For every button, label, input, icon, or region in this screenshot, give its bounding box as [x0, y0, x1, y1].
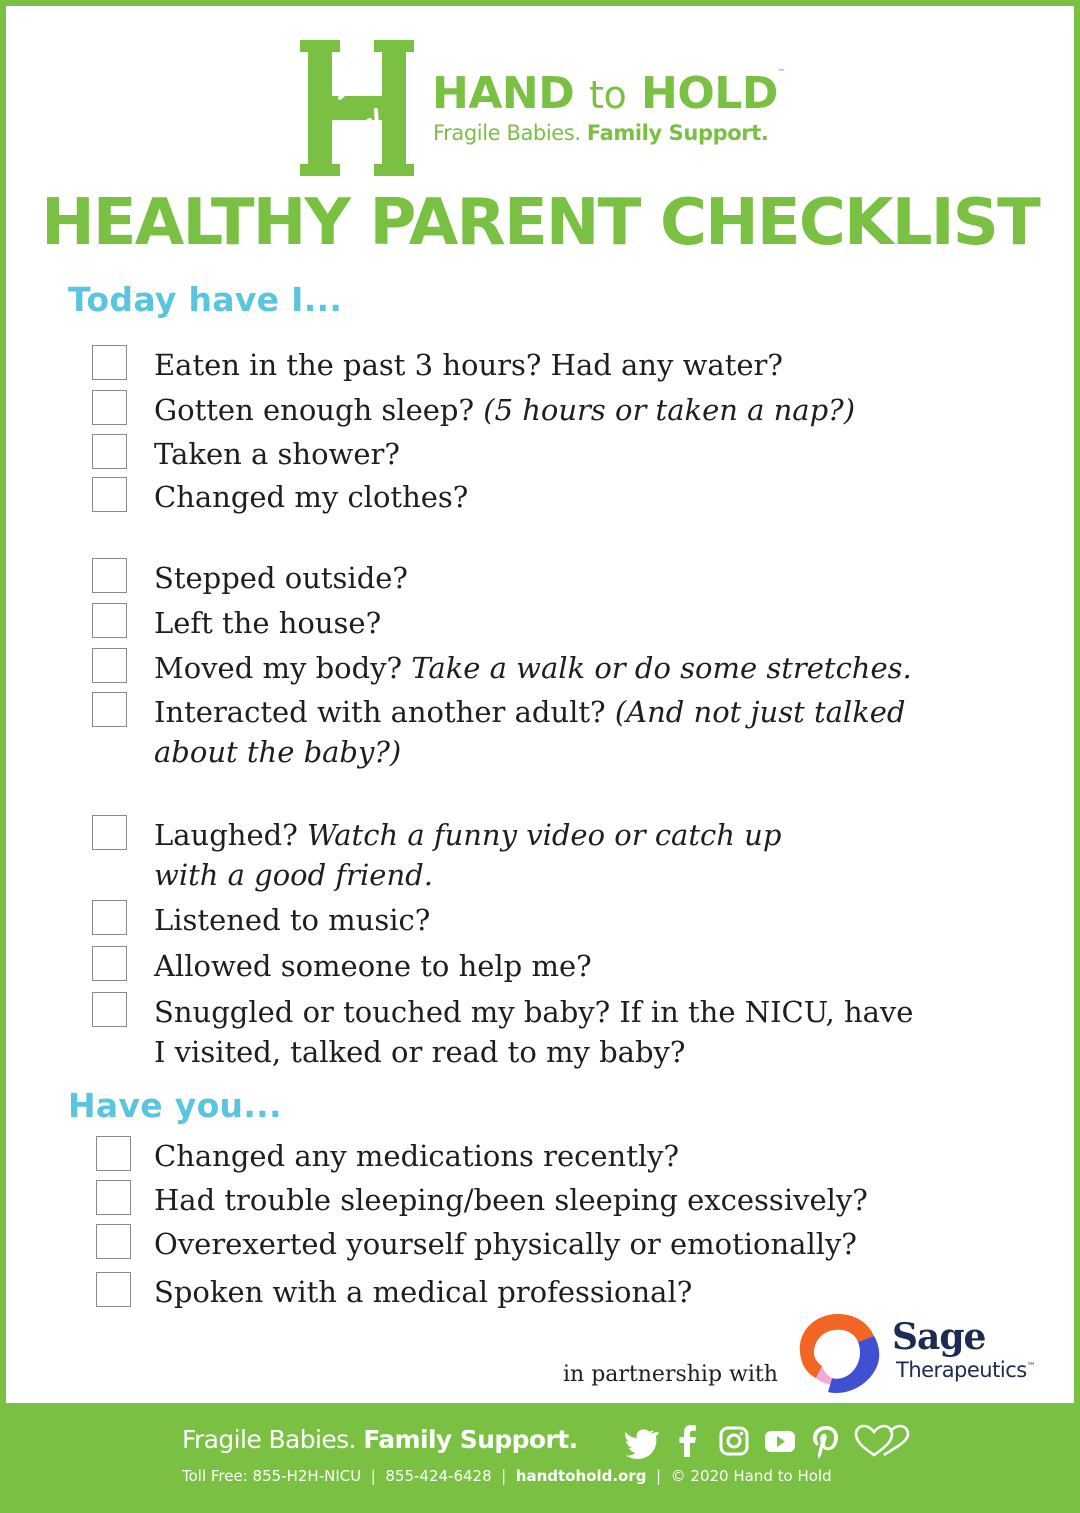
brand-name: HAND to HOLD™: [432, 68, 785, 119]
checkbox[interactable]: [92, 558, 127, 593]
website-link[interactable]: handtohold.org: [515, 1467, 647, 1485]
copyright: © 2020 Hand to Hold: [670, 1467, 832, 1485]
checkbox[interactable]: [92, 692, 127, 727]
facebook-icon[interactable]: [670, 1423, 706, 1459]
partner-subtitle: Therapeutics™: [896, 1358, 1036, 1382]
partnership-label: in partnership with: [563, 1362, 778, 1387]
social-icons: [624, 1421, 910, 1461]
twitter-icon[interactable]: [624, 1423, 660, 1459]
page-title: HEALTHY PARENT CHECKLIST: [41, 186, 1039, 260]
checklist-item-label: Listened to music?: [154, 903, 431, 937]
partner-name: Sage: [892, 1316, 986, 1358]
checkbox[interactable]: [92, 900, 127, 935]
sage-logo-icon: [794, 1308, 884, 1396]
pinterest-icon[interactable]: [808, 1423, 844, 1459]
checklist-item-label: Taken a shower?: [154, 437, 400, 471]
brand-tagline: Fragile Babies. Family Support.: [433, 121, 769, 145]
checkbox[interactable]: [96, 1180, 131, 1215]
checklist-item-label: Snuggled or touched my baby? If in the NICU, have I visited, talked or read to my baby?: [154, 995, 914, 1069]
hearts-icon[interactable]: [854, 1423, 910, 1459]
checkbox[interactable]: [92, 603, 127, 638]
checkbox[interactable]: [96, 1224, 131, 1259]
phone-number: 855-424-6428: [385, 1467, 492, 1485]
checklist-item-label: Eaten in the past 3 hours? Had any water?: [154, 348, 783, 382]
checklist-item-label: Left the house?: [154, 606, 382, 640]
checklist-item-label: Stepped outside?: [154, 561, 408, 595]
checkbox[interactable]: [92, 946, 127, 981]
checklist-item-label: Had trouble sleeping/been sleeping excessively?: [154, 1183, 868, 1217]
hand-to-hold-logo-icon: [296, 40, 418, 176]
checkbox[interactable]: [92, 477, 127, 512]
checklist-item-label: Allowed someone to help me?: [154, 949, 592, 983]
youtube-icon[interactable]: [762, 1423, 798, 1459]
checklist-item-label: Gotten enough sleep? (5 hours or taken a nap?): [154, 393, 856, 427]
checklist-item-label: Moved my body? Take a walk or do some stretches.: [154, 651, 912, 685]
checkbox[interactable]: [92, 648, 127, 683]
checkbox[interactable]: [92, 345, 127, 380]
toll-free-number: Toll Free: 855-H2H-NICU: [182, 1467, 362, 1485]
checklist-item-label: Changed any medications recently?: [154, 1139, 680, 1173]
checkbox[interactable]: [96, 1272, 131, 1307]
footer-tagline: Fragile Babies. Family Support.: [182, 1425, 578, 1454]
checklist-item-label: Interacted with another adult? (And not just talked about the baby?): [154, 695, 906, 769]
checklist-item-label: Overexerted yourself physically or emotionally?: [154, 1227, 857, 1261]
checklist-item-label: Laughed? Watch a funny video or catch up with a good friend.: [154, 818, 782, 892]
footer-contact-line: Toll Free: 855-H2H-NICU | 855-424-6428 | handtohold.org | © 2020 Hand to Hold: [182, 1467, 832, 1485]
checkbox[interactable]: [92, 390, 127, 425]
checkbox[interactable]: [92, 992, 127, 1027]
instagram-icon[interactable]: [716, 1423, 752, 1459]
checkbox[interactable]: [96, 1136, 131, 1171]
section-heading-have-you: Have you...: [68, 1086, 282, 1125]
checklist-item-label: Spoken with a medical professional?: [154, 1275, 693, 1309]
checklist-item-label: Changed my clothes?: [154, 480, 469, 514]
checkbox[interactable]: [92, 434, 127, 469]
footer: [0, 1403, 1080, 1513]
checkbox[interactable]: [92, 815, 127, 850]
section-heading-today: Today have I...: [68, 280, 343, 319]
